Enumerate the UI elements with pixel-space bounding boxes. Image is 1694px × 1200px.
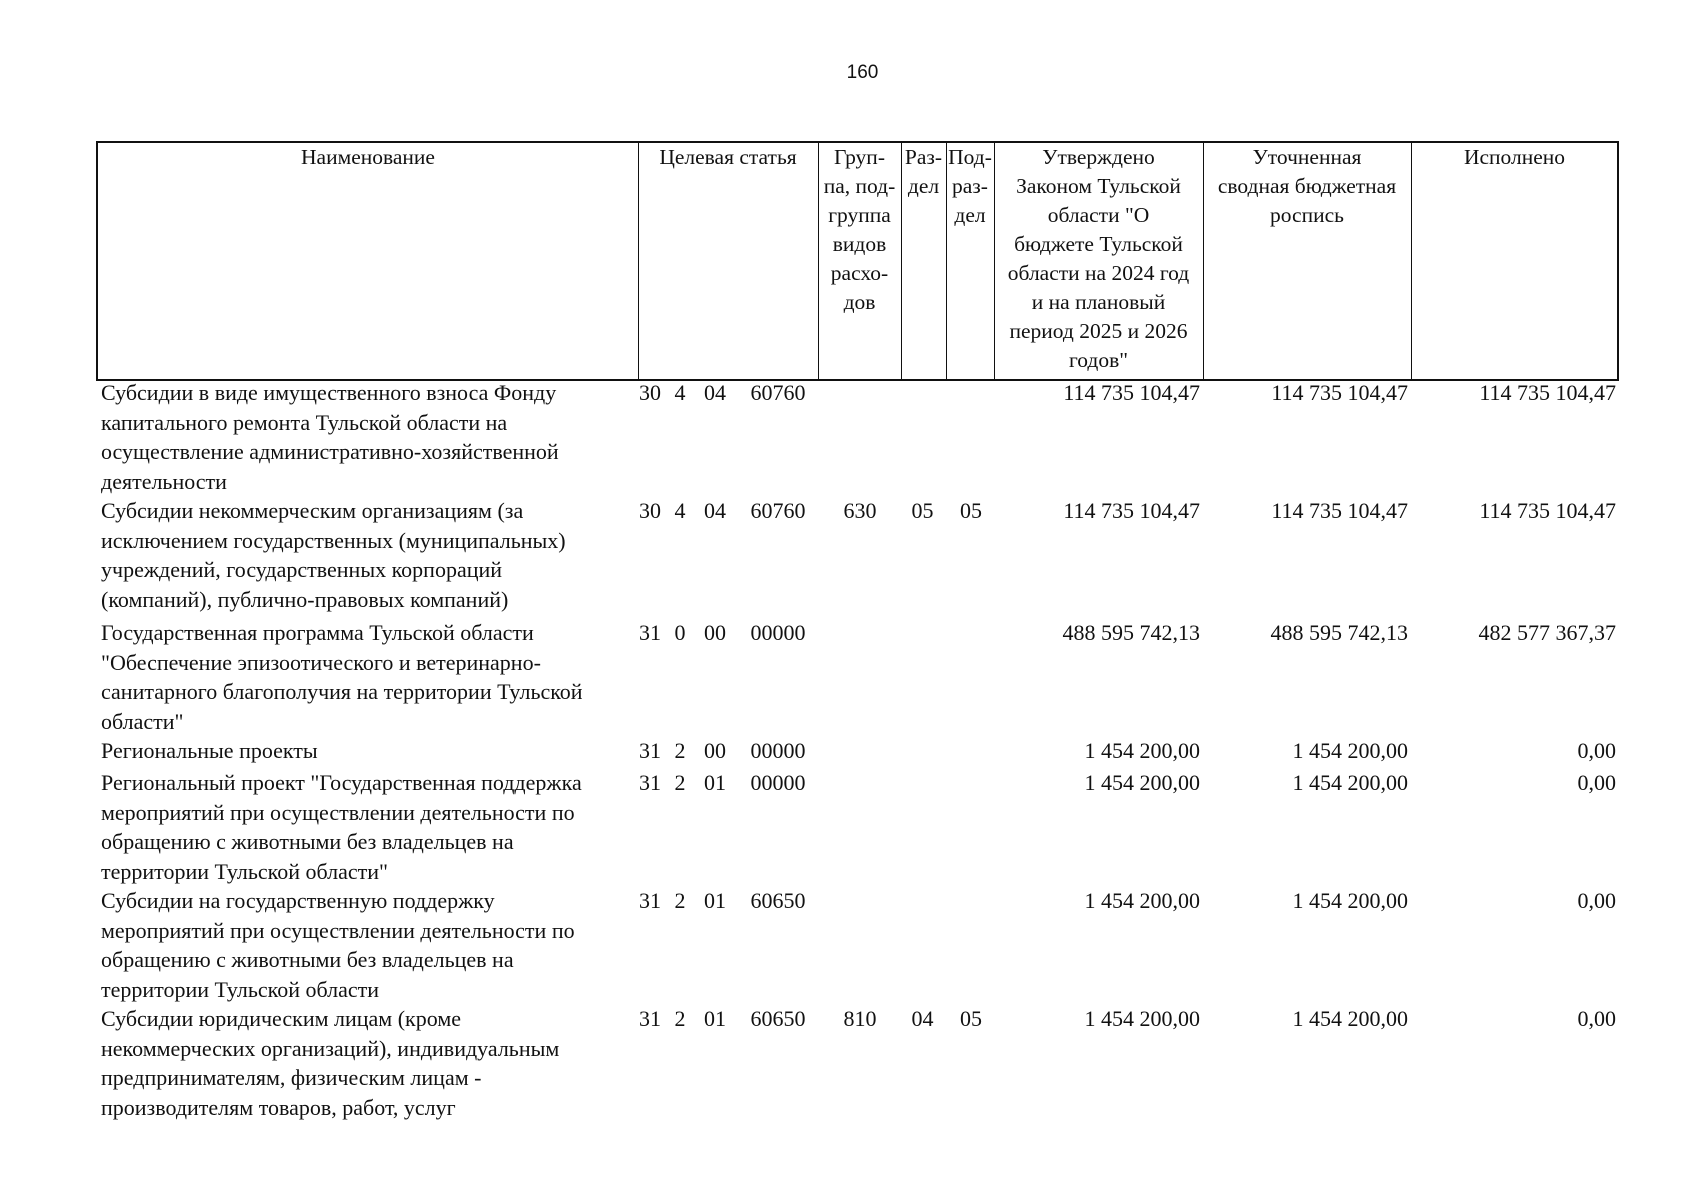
row-name: Региональный проект "Государственная поддержка мероприятий при осуществлении деятельности по обращению с животными без владельцев на территории Тульской области" — [101, 770, 582, 884]
executed-amount: 0,00 — [1577, 888, 1616, 913]
target-code-direction: 00 — [704, 738, 726, 763]
target-code-direction: 04 — [704, 498, 726, 523]
target-code-type: 4 — [674, 498, 686, 523]
approved-amount: 1 454 200,00 — [1084, 738, 1200, 763]
header-target: Целевая статья — [659, 145, 797, 169]
revised-amount: 1 454 200,00 — [1292, 1006, 1408, 1031]
row-name: Субсидии в виде имущественного взноса Фонду капитального ремонта Тульской области на осуществление административно-хозяйственной деятельности — [101, 380, 559, 494]
target-code-item: 60650 — [750, 1006, 806, 1031]
approved-amount: 1 454 200,00 — [1084, 770, 1200, 795]
header-executed: Исполнено — [1463, 145, 1566, 169]
row-name: Региональные проекты — [101, 738, 318, 763]
target-code-type: 0 — [674, 620, 686, 645]
target-code-program: 30 — [639, 498, 661, 523]
section-code: 05 — [911, 498, 934, 523]
target-code-direction: 01 — [704, 1006, 726, 1031]
subsection-code: 05 — [960, 498, 982, 523]
row-name: Субсидии на государственную поддержку мероприятий при осуществлении деятельности по обращению с животными без владельцев на территории Тульской области — [101, 888, 575, 1002]
section-code: 04 — [911, 1006, 934, 1031]
target-code-program: 31 — [639, 738, 661, 763]
header-section: Раз- дел — [904, 145, 943, 198]
row-name: Субсидии юридическим лицам (кроме некоммерческих организаций), индивидуальным предпринимателям, физическим лицам - производителям товаров, работ, услуг — [101, 1006, 560, 1120]
revised-amount: 114 735 104,47 — [1271, 380, 1408, 405]
row-name: Субсидии некоммерческим организациям (за исключением государственных (муниципальных) учреждений, государственных корпораций (компаний), публично-правовых компаний) — [101, 498, 566, 612]
target-code-direction: 01 — [704, 888, 726, 913]
revised-amount: 1 454 200,00 — [1292, 888, 1408, 913]
header-group: Груп- па, под- группа видов расхо- дов — [823, 145, 896, 314]
target-code-item: 60760 — [750, 498, 806, 523]
column-divider — [1411, 143, 1412, 379]
column-divider — [638, 143, 639, 379]
target-code-program: 31 — [639, 888, 661, 913]
header-name: Наименование — [301, 145, 435, 169]
revised-amount: 1 454 200,00 — [1292, 738, 1408, 763]
approved-amount: 488 595 742,13 — [1062, 620, 1200, 645]
target-code-program: 31 — [639, 770, 661, 795]
revised-amount: 114 735 104,47 — [1271, 498, 1408, 523]
revised-amount: 488 595 742,13 — [1270, 620, 1408, 645]
executed-amount: 0,00 — [1577, 770, 1616, 795]
page-number: 160 — [846, 62, 879, 83]
target-code-item: 00000 — [750, 738, 806, 763]
header-subsection: Под- раз- дел — [948, 145, 992, 227]
executed-amount: 482 577 367,37 — [1478, 620, 1616, 645]
approved-amount: 114 735 104,47 — [1063, 498, 1200, 523]
target-code-item: 00000 — [750, 770, 806, 795]
target-code-item: 00000 — [750, 620, 806, 645]
target-code-item: 60760 — [750, 380, 806, 405]
target-code-program: 31 — [639, 1006, 661, 1031]
executed-amount: 114 735 104,47 — [1479, 380, 1616, 405]
approved-amount: 1 454 200,00 — [1084, 1006, 1200, 1031]
target-code-direction: 04 — [704, 380, 726, 405]
target-code-direction: 00 — [704, 620, 726, 645]
target-code-type: 2 — [674, 1006, 686, 1031]
revised-amount: 1 454 200,00 — [1292, 770, 1408, 795]
expense-group: 810 — [843, 1006, 877, 1031]
table-header — [96, 141, 1619, 381]
target-code-type: 2 — [674, 738, 686, 763]
target-code-type: 2 — [674, 888, 686, 913]
subsection-code: 05 — [960, 1006, 982, 1031]
header-revised: Уточненная сводная бюджетная роспись — [1217, 145, 1397, 227]
target-code-type: 4 — [674, 380, 686, 405]
approved-amount: 1 454 200,00 — [1084, 888, 1200, 913]
target-code-item: 60650 — [750, 888, 806, 913]
target-code-program: 31 — [639, 620, 661, 645]
executed-amount: 0,00 — [1577, 1006, 1616, 1031]
expense-group: 630 — [843, 498, 877, 523]
executed-amount: 0,00 — [1577, 738, 1616, 763]
row-name: Государственная программа Тульской области "Обеспечение эпизоотического и ветеринарно- санитарного благополучия на территории Тульской области" — [101, 620, 583, 734]
header-approved: Утверждено Законом Тульской области "О бюджете Тульской области на 2024 год и на плановый период 2025 и 2026 годов" — [1007, 145, 1190, 372]
target-code-type: 2 — [674, 770, 686, 795]
executed-amount: 114 735 104,47 — [1479, 498, 1616, 523]
target-code-program: 30 — [639, 380, 661, 405]
target-code-direction: 01 — [704, 770, 726, 795]
approved-amount: 114 735 104,47 — [1063, 380, 1200, 405]
